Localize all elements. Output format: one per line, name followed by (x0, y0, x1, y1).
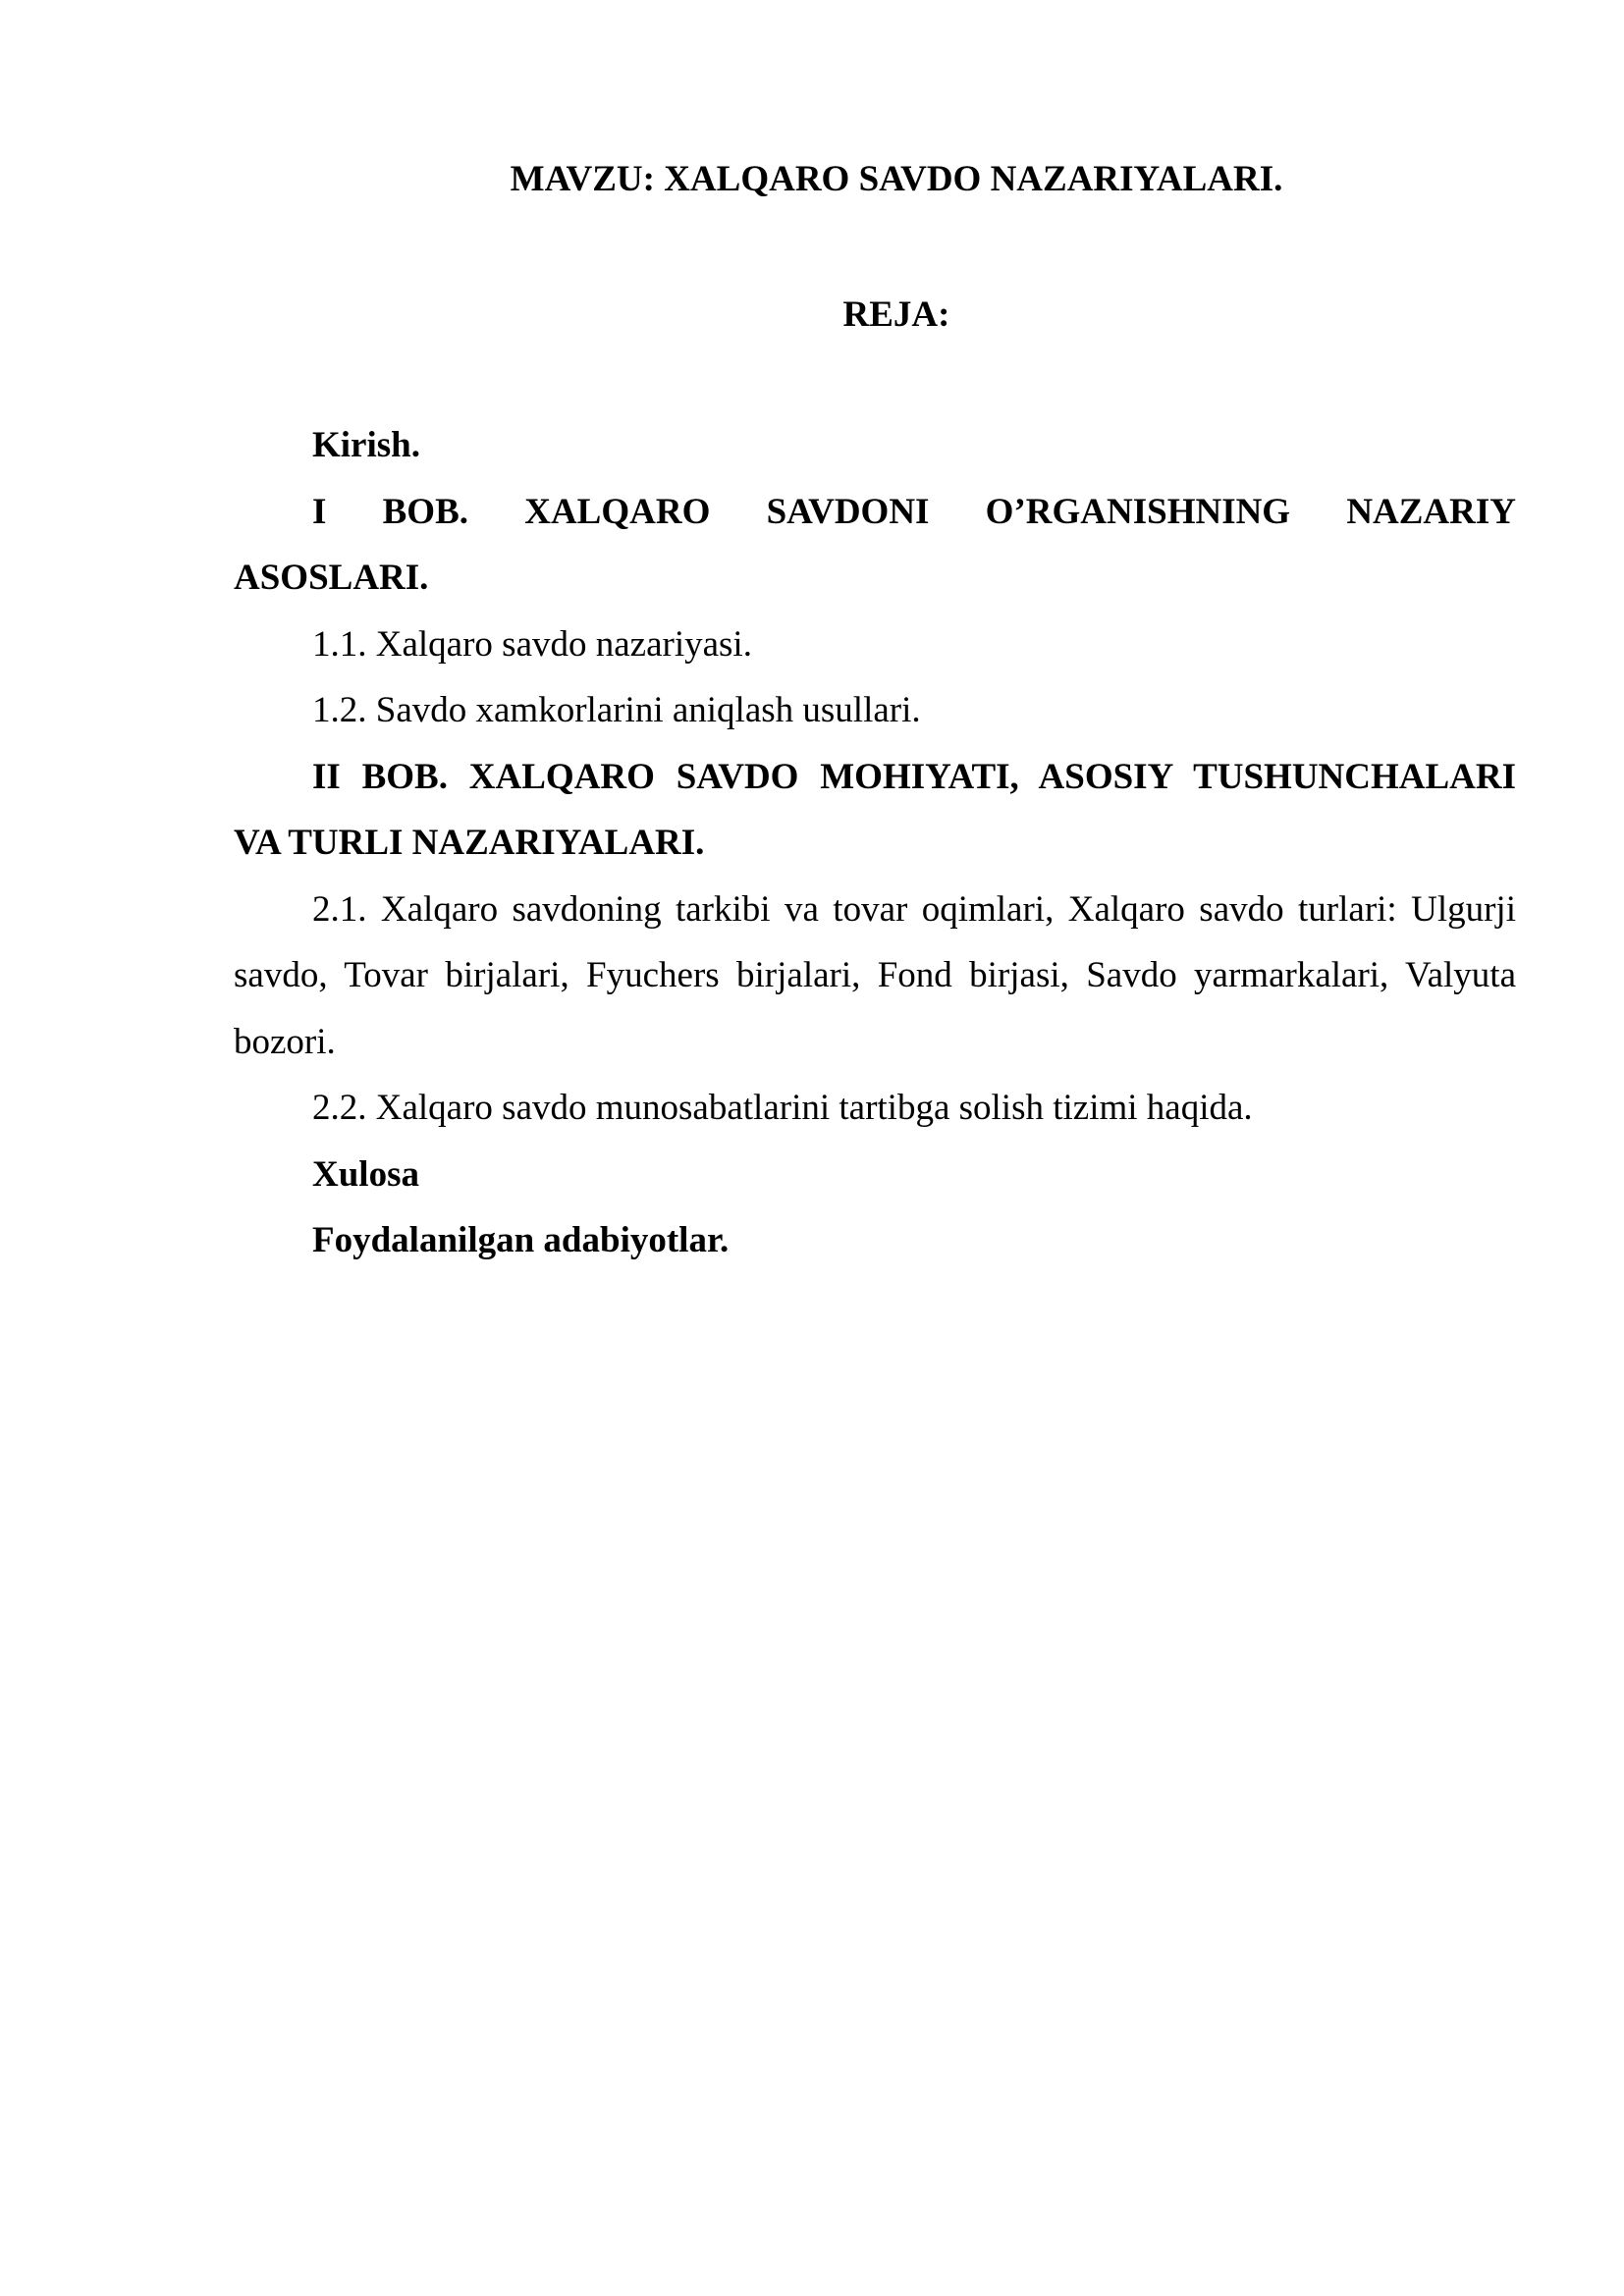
toc-references: Foydalanilgan adabiyotlar. (312, 1220, 730, 1260)
toc-section-2-1-line-3: bozori. (234, 1021, 336, 1062)
toc-section-1-2: 1.2. Savdo xamkorlarini aniqlash usullari. (312, 690, 921, 730)
plan-heading: REJA: (842, 294, 950, 335)
toc-section-2-1-line-2: savdo, Tovar birjalari, Fyuchers birjalari, Fond birjasi, Savdo yarmarkalari, Valyuta (234, 955, 1516, 995)
toc-chapter-2-line-2: VA TURLI NAZARIYALARI. (234, 823, 705, 863)
toc-section-1-1: 1.1. Xalqaro savdo nazariyasi. (312, 623, 752, 665)
document-content (234, 147, 1516, 1274)
toc-chapter-1-line-2: ASOSLARI. (234, 558, 429, 598)
toc-section-2-2: 2.2. Xalqaro savdo munosabatlarini tartibga solish tizimi haqida. (312, 1088, 1253, 1128)
toc-section-2-1-line-1: 2.1. Xalqaro savdoning tarkibi va tovar oqimlari, Xalqaro savdo turlari: Ulgurji (312, 888, 1516, 930)
document-title: MAVZU: XALQARO SAVDO NAZARIYALARI. (510, 159, 1283, 199)
toc-chapter-2-line-1: II BOB. XALQARO SAVDO MOHIYATI, ASOSIY TUSHUNCHALARI (312, 756, 1516, 797)
toc-chapter-1-line-1: I BOB. XALQARO SAVDONI O’RGANISHNING NAZARIY (312, 491, 1516, 532)
table-of-contents (234, 412, 1516, 1274)
toc-conclusion: Xulosa (312, 1153, 419, 1195)
toc-intro: Kirish. (312, 425, 420, 465)
